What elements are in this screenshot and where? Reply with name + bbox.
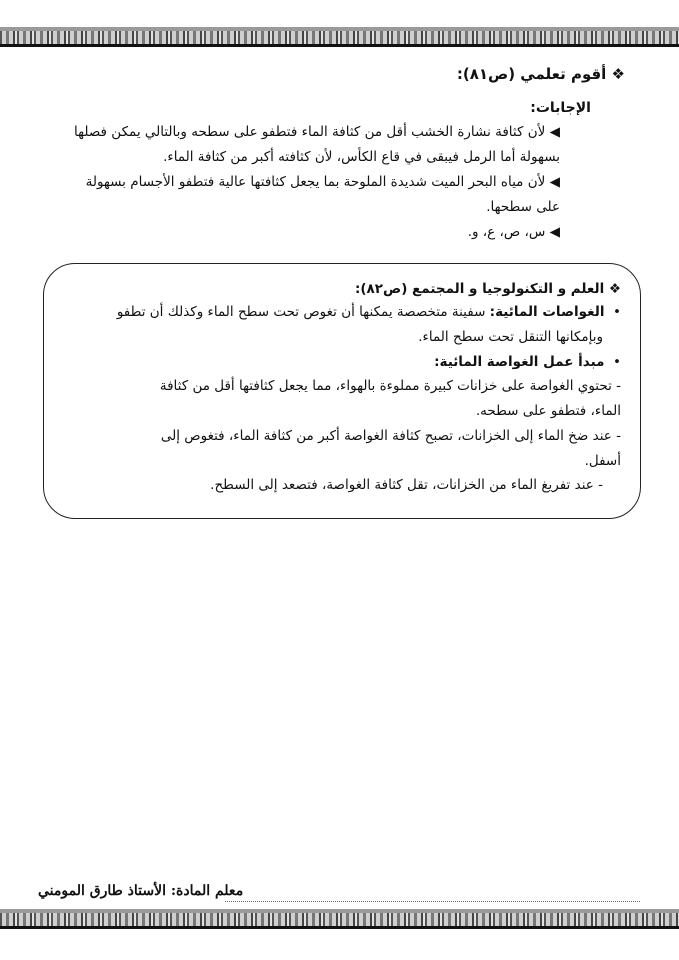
bullet-dot: • [604,304,621,320]
bullet-dot: • [604,354,621,370]
answer-line: ◀ لأن مياه البحر الميت شديدة الملوحة بما يجعل كثافتها عالية فتطفو الأجسام بسهولة [85,174,560,190]
bullet-term: الغواصات المائية: [489,304,605,320]
answer-line: بسهولة أما الرمل فيبقى في قاع الكأس، لأن كثافته أكبر من كثافة الماء. [163,149,560,165]
footer-dotted-line [225,901,640,902]
principle-line: - عند تفريغ الماء من الخزانات، تقل كثافة الغواصة، فتصعد إلى السطح. [210,477,603,493]
bullet-submarines [117,304,621,320]
top-border [0,27,679,47]
section2-title: ❖ العلم و التكنولوجيا و المجتمع (ص٨٢): [354,281,621,297]
bullet-text: سفينة متخصصة يمكنها أن تغوص تحت سطح الماء وكذلك أن تطفو [116,304,490,320]
principle-line: أسفل. [584,453,621,469]
teacher-name: معلم المادة: الأستاذ طارق المومني [38,883,244,899]
principle-line: - عند ضخ الماء إلى الخزانات، تصبح كثافة الغواصة أكبر من كثافة الماء، فتغوص إلى [160,428,621,444]
answer-line: على سطحها. [486,199,560,215]
answer-line: ◀ لأن كثافة نشارة الخشب أقل من كثافة الماء فتطفو على سطحه وبالتالي يمكن فصلها [74,124,560,140]
bullet-term: مبدأ عمل الغواصة المائية: [434,354,605,370]
section1-title: ❖ أقوم تعلمي (ص٨١): [456,65,625,83]
answers-label: الإجابات: [530,100,591,116]
bottom-border [0,909,679,929]
answer-line: ◀ س، ص، ع، و. [467,224,560,240]
bullet-continuation: وبإمكانها التنقل تحت سطح الماء. [418,329,603,345]
principle-line: الماء، فتطفو على سطحه. [475,403,621,419]
bullet-principle [434,354,621,370]
principle-line: - تحتوي الغواصة على خزانات كبيرة مملوءة بالهواء، مما يجعل كثافتها أقل من كثافة [159,378,621,394]
